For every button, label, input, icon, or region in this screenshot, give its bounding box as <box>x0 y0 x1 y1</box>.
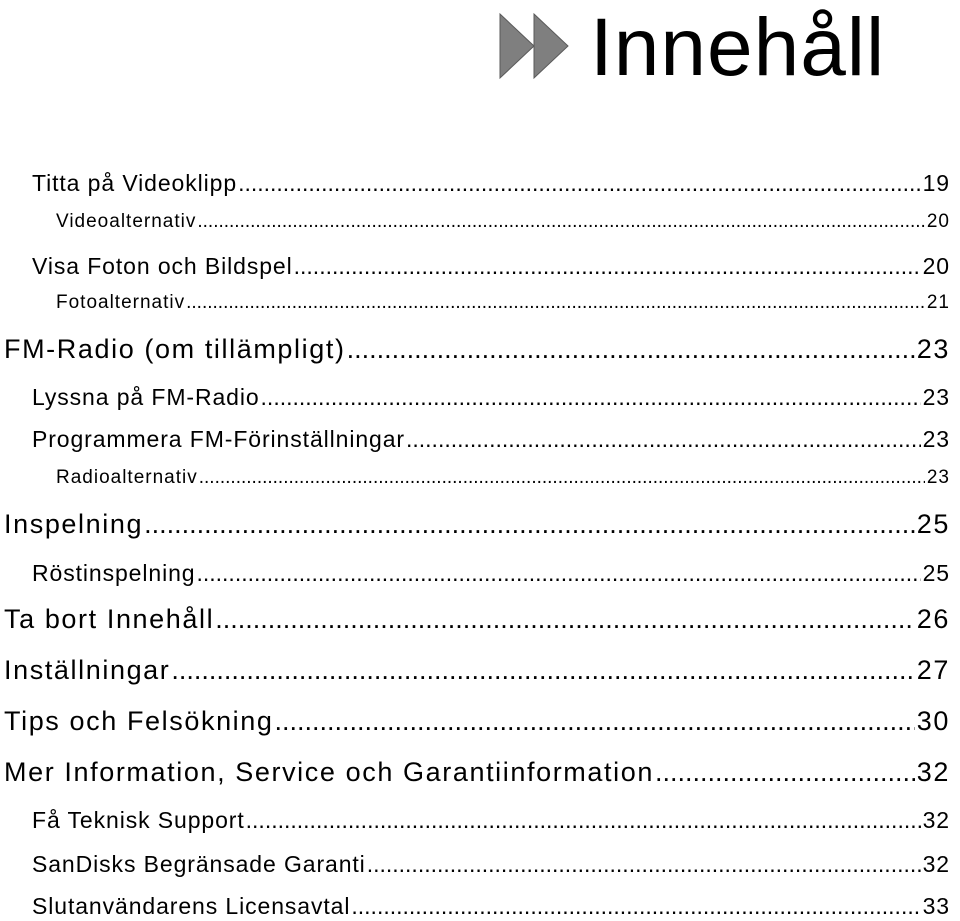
toc-entry-page: 25 <box>922 560 950 586</box>
toc-entry-page: 20 <box>926 211 950 232</box>
toc-entry-label: Titta på Videoklipp <box>32 170 238 196</box>
toc-entry-page: 32 <box>922 807 950 833</box>
toc-entry-page: 30 <box>916 706 950 736</box>
toc-entry[interactable] <box>56 292 950 314</box>
toc-entry[interactable] <box>32 893 950 920</box>
toc-entry[interactable] <box>32 851 950 878</box>
toc-entry-label: Tips och Felsökning <box>4 706 274 736</box>
toc-leader-dots <box>294 253 921 280</box>
toc-leader-dots <box>406 426 921 453</box>
toc-entry-label: Visa Foton och Bildspel <box>32 253 293 279</box>
toc-entry-label: Videoalternativ <box>56 211 197 232</box>
toc-leader-dots <box>186 292 925 314</box>
toc-entry-label: SanDisks Begränsade Garanti <box>32 851 366 877</box>
toc-entry[interactable] <box>4 604 950 635</box>
toc-leader-dots <box>246 807 921 834</box>
toc-leader-dots <box>215 604 915 635</box>
toc-entry[interactable] <box>4 706 950 737</box>
toc-leader-dots <box>275 706 915 737</box>
toc-leader-dots <box>347 334 915 365</box>
toc-entry-label: Inställningar <box>4 655 171 685</box>
page-title: Innehåll <box>590 2 886 93</box>
toc-leader-dots <box>261 384 921 411</box>
toc-entry[interactable] <box>32 170 950 197</box>
toc-entry-page: 23 <box>922 384 950 410</box>
toc-entry-page: 20 <box>922 253 950 279</box>
toc-entry-page: 19 <box>922 170 950 196</box>
toc-entry-label: FM-Radio (om tillämpligt) <box>4 334 346 364</box>
toc-leader-dots <box>171 655 914 686</box>
toc-entry[interactable] <box>4 509 950 540</box>
toc-leader-dots <box>367 851 921 878</box>
toc-entry-page: 33 <box>922 893 950 919</box>
toc-entry-label: Fotoalternativ <box>56 292 186 313</box>
toc-entry[interactable] <box>4 334 950 365</box>
toc-leader-dots <box>196 560 920 587</box>
toc-leader-dots <box>144 509 915 540</box>
toc-entry-label: Röstinspelning <box>32 560 196 586</box>
toc-leader-dots <box>197 211 925 233</box>
toc-leader-dots <box>199 467 925 489</box>
toc-entry-page: 23 <box>926 467 950 488</box>
toc-leader-dots <box>238 170 921 197</box>
toc-entry-label: Mer Information, Service och Garantiinformation <box>4 757 654 787</box>
toc-entry[interactable] <box>32 560 950 587</box>
toc-entry[interactable] <box>32 426 950 453</box>
toc-entry[interactable] <box>32 384 950 411</box>
toc-entry-label: Slutanvändarens Licensavtal <box>32 893 351 919</box>
toc-entry-page: 23 <box>922 426 950 452</box>
toc-entry-page: 26 <box>916 604 950 634</box>
toc-entry-label: Ta bort Innehåll <box>4 604 215 634</box>
toc-entry[interactable] <box>56 467 950 489</box>
toc-entry-page: 21 <box>926 292 950 313</box>
toc-entry-label: Få Teknisk Support <box>32 807 245 833</box>
toc-entry[interactable] <box>56 211 950 233</box>
toc-entry-page: 25 <box>916 509 950 539</box>
toc-leader-dots <box>655 757 915 788</box>
toc-leader-dots <box>351 893 920 920</box>
toc-entry-label: Inspelning <box>4 509 144 539</box>
toc-entry-label: Lyssna på FM-Radio <box>32 384 260 410</box>
toc-entry-page: 23 <box>916 334 950 364</box>
toc-entry-label: Radioalternativ <box>56 467 198 488</box>
toc-entry[interactable] <box>32 253 950 280</box>
toc-entry-label: Programmera FM-Förinställningar <box>32 426 405 452</box>
toc-entry-page: 32 <box>916 757 950 787</box>
toc-entry[interactable] <box>4 757 950 788</box>
toc-entry-page: 27 <box>916 655 950 685</box>
toc-entry[interactable] <box>32 807 950 834</box>
toc-entry[interactable] <box>4 655 950 686</box>
toc-entry-page: 32 <box>922 851 950 877</box>
